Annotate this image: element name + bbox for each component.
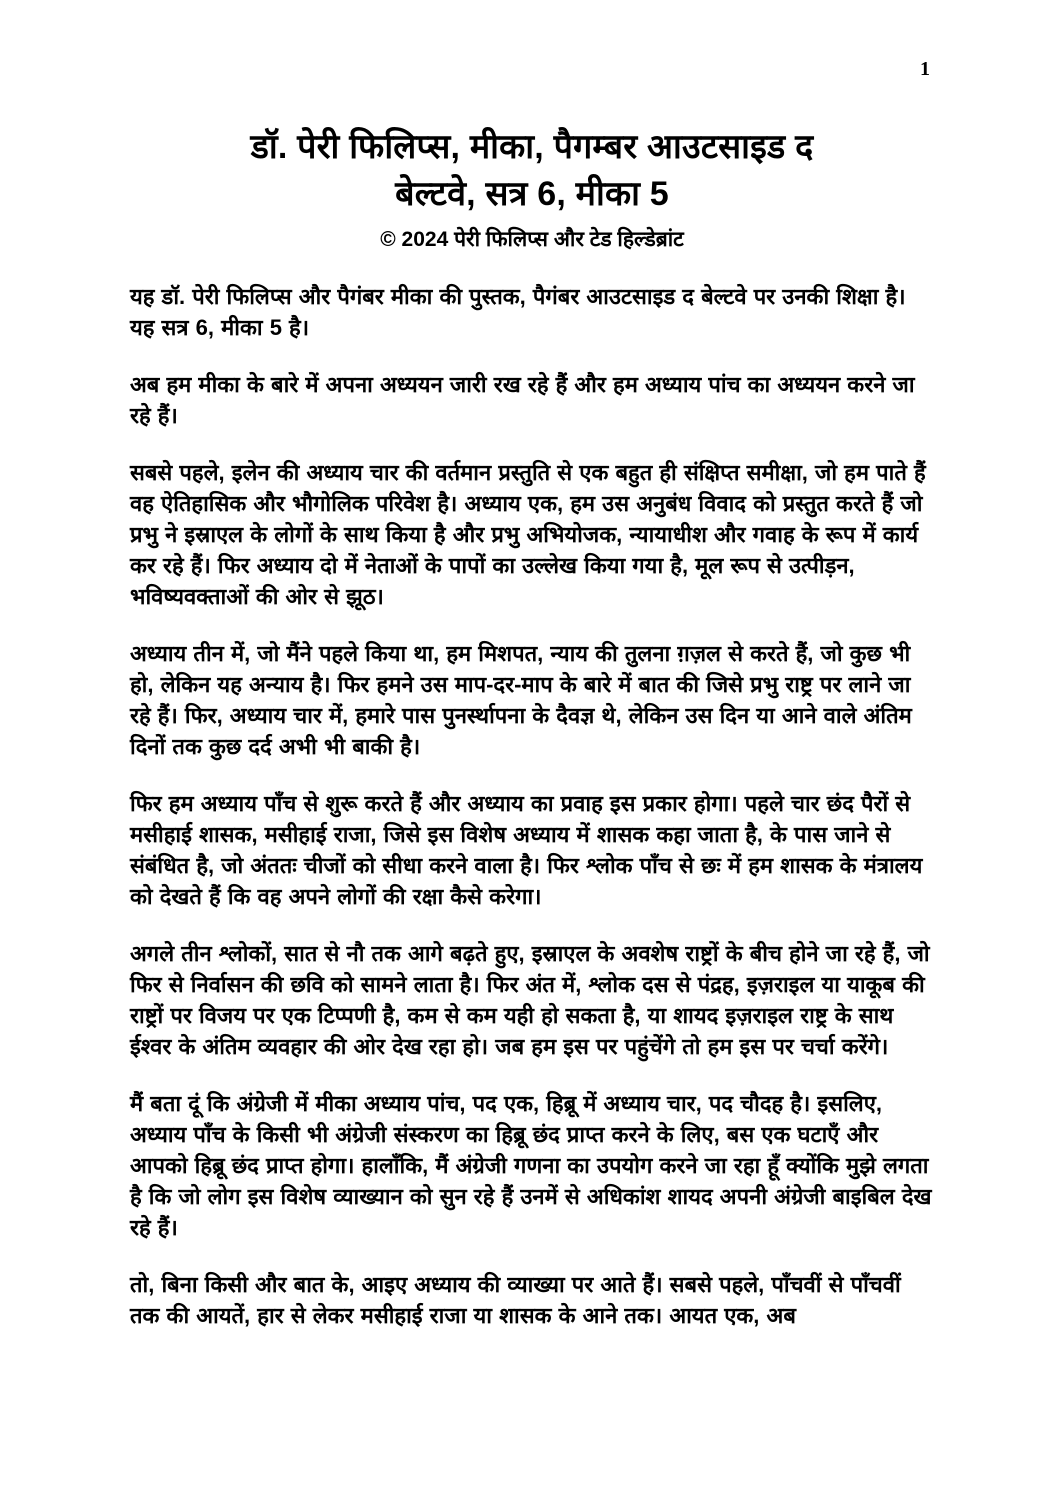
paragraph-3: सबसे पहले, इलेन की अध्याय चार की वर्तमान प्रस्तुति से एक बहुत ही संक्षिप्त समीक्षा, जो हम पाते हैं वह ऐतिहासिक और भौगोलिक परिवेश है। अध्याय एक, हम उस अनुबंध विवाद को प्रस्तुत करते हैं जो प्रभु ने इस्राएल के लोगों के साथ किया है और प्रभु अभियोजक, न्यायाधीश और गवाह के रूप में कार्य कर रहे हैं। फिर अध्याय दो में नेताओं के पापों का उल्लेख किया गया है, मूल रूप से उत्पीड़न, भविष्यवक्ताओं की ओर से झूठ।: [130, 460, 926, 609]
page-number: 1: [920, 58, 930, 80]
paragraph-1: यह डॉ. पेरी फिलिप्स और पैगंबर मीका की पुस्तक, पैगंबर आउटसाइड द बेल्टवे पर उनकी शिक्षा है। यह सत्र 6, मीका 5 है।: [130, 284, 906, 340]
copyright-line: © 2024 पेरी फिलिप्स और टेड हिल्डेब्रांट: [380, 228, 684, 251]
paragraph-7: मैं बता दूं कि अंग्रेजी में मीका अध्याय पांच, पद एक, हिब्रू में अध्याय चार, पद चौदह है। इसलिए, अध्याय पाँच के किसी भी अंग्रेजी संस्करण का हिब्रू छंद प्राप्त करने के लिए, बस एक घटाएँ और आपको हिब्रू छंद प्राप्त होगा। हालाँकि, मैं अंग्रेजी गणना का उपयोग करने जा रहा हूँ क्योंकि मुझे लगता है कि जो लोग इस विशेष व्याख्यान को सुन रहे हैं उनमें से अधिकांश शायद अपनी अंग्रेजी बाइबिल देख रहे हैं।: [130, 1091, 932, 1240]
paragraph-8: तो, बिना किसी और बात के, आइए अध्याय की व्याख्या पर आते हैं। सबसे पहले, पाँचवीं से पाँचवीं तक की आयतें, हार से लेकर मसीहाई राजा या शासक के आने तक। आयत एक, अब: [130, 1272, 901, 1328]
paragraph-5: फिर हम अध्याय पाँच से शुरू करते हैं और अध्याय का प्रवाह इस प्रकार होगा। पहले चार छंद पैरों से मसीहाई शासक, मसीहाई राजा, जिसे इस विशेष अध्याय में शासक कहा जाता है, के पास जाने से संबंधित है, जो अंततः चीजों को सीधा करने वाला है। फिर श्लोक पाँच से छः में हम शासक के मंत्रालय को देखते हैं कि वह अपने लोगों की रक्षा कैसे करेगा।: [130, 791, 923, 909]
title-line-1: डॉ. पेरी फिलिप्स, मीका, पैगम्बर आउटसाइड द: [250, 128, 814, 166]
paragraph-6: अगले तीन श्लोकों, सात से नौ तक आगे बढ़ते हुए, इस्राएल के अवशेष राष्ट्रों के बीच होने जा रहे हैं, जो फिर से निर्वासन की छवि को सामने लाता है। फिर अंत में, श्लोक दस से पंद्रह, इज़राइल या याकूब की राष्ट्रों पर विजय पर एक टिप्पणी है, कम से कम यही हो सकता है, या शायद इज़राइल राष्ट्र के साथ ईश्वर के अंतिम व्यवहार की ओर देख रहा हो। जब हम इस पर पहुंचेंगे तो हम इस पर चर्चा करेंगे।: [130, 941, 930, 1059]
paragraph-4: अध्याय तीन में, जो मैंने पहले किया था, हम मिशपत, न्याय की तुलना ग़ज़ल से करते हैं, जो कुछ भी हो, लेकिन यह अन्याय है। फिर हमने उस माप-दर-माप के बारे में बात की जिसे प्रभु राष्ट्र पर लाने जा रहे हैं। फिर, अध्याय चार में, हमारे पास पुनर्स्थापना के दैवज्ञ थे, लेकिन उस दिन या आने वाले अंतिम दिनों तक कुछ दर्द अभी भी बाकी है।: [130, 641, 912, 759]
document-body: [130, 281, 934, 1331]
title-line-2: बेल्टवे, सत्र 6, मीका 5: [395, 175, 669, 213]
paragraph-2: अब हम मीका के बारे में अपना अध्ययन जारी रख रहे हैं और हम अध्याय पांच का अध्ययन करने जा रहे हैं।: [130, 372, 915, 428]
document-title: [130, 124, 934, 218]
